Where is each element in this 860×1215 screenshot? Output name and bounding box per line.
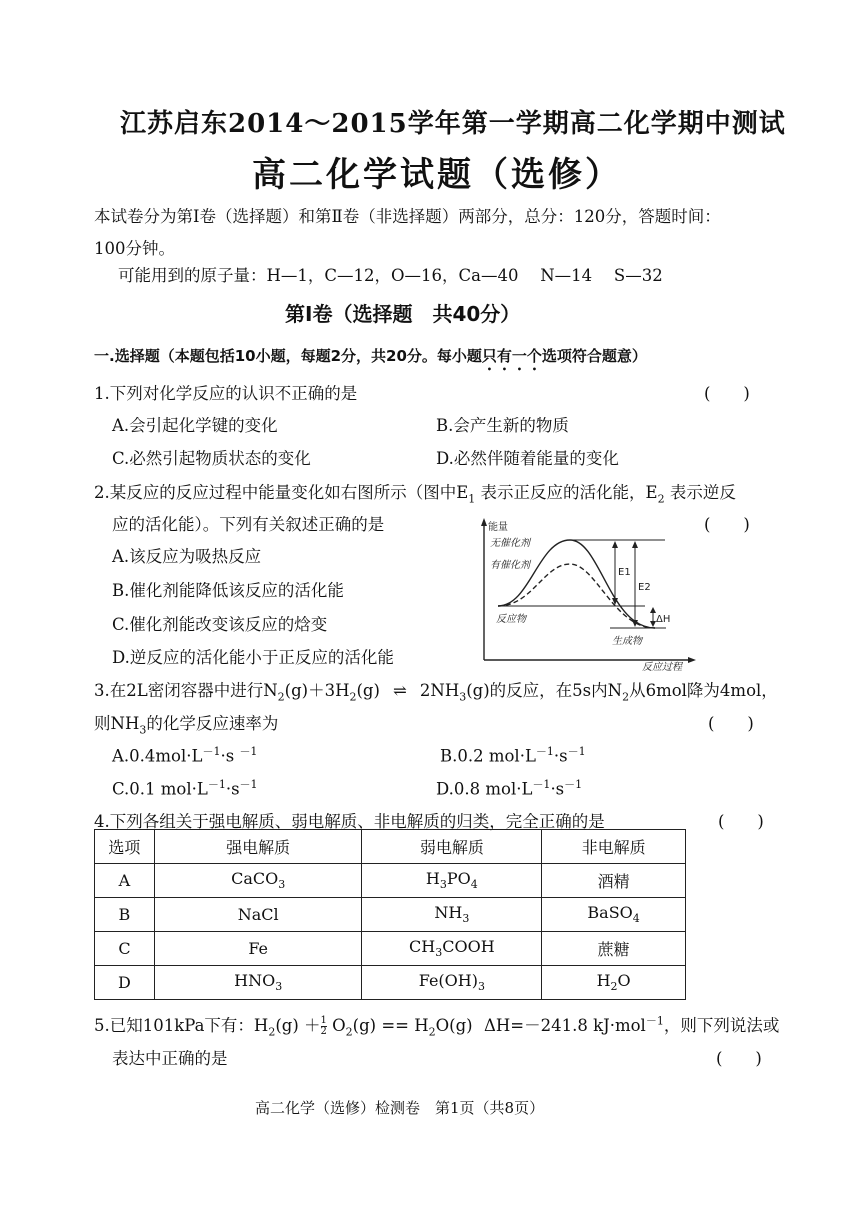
equilibrium-arrow-icon: ⇌ — [392, 681, 407, 700]
q3-sub: 2 — [277, 690, 285, 704]
q3-sup: －1 — [207, 778, 226, 791]
q4-stem: 4.下列各组关于强电解质、弱电解质、非电解质的归类，完全正确的是 — [94, 812, 605, 831]
q3-stem2-b: 的化学反应速率为 — [146, 714, 279, 733]
formula-sub: 3 — [275, 980, 283, 994]
q3-stem2-a: 则NH — [94, 714, 140, 733]
q3-sup: －1 — [239, 778, 258, 791]
table-header-cell: 弱电解质 — [362, 830, 542, 864]
diagram-label-with-catalyst: 有催化剂 — [490, 560, 530, 571]
q5-sub: 2 — [345, 1025, 353, 1039]
q2-stem-line-2: 应的活化能）。下列有关叙述正确的是 — [112, 515, 385, 534]
q3-sub: 2 — [349, 690, 357, 704]
diagram-y-label: 能量 — [488, 522, 508, 533]
exam-subtitle: 高二化学试题（选修） — [252, 155, 622, 195]
q5-answer-blank[interactable]: ( ) — [716, 1049, 762, 1068]
q5-stem-b: (g) ＋ — [275, 1016, 321, 1035]
q5-stem-c: O — [326, 1016, 346, 1035]
q3-sub: 3 — [459, 690, 467, 704]
fraction-numerator: 1 — [320, 1015, 327, 1026]
q3-stem-f: 从6mol降为4mol， — [629, 681, 778, 700]
q3-stem-d: 2NH — [419, 681, 460, 700]
q2-option-d: D.逆反应的活化能小于正反应的活化能 — [112, 648, 394, 667]
q3-unit: ·s — [220, 746, 235, 766]
q5-stem-e: O(g) — [435, 1016, 473, 1035]
q5-sub: 2 — [428, 1025, 436, 1039]
q3-stem-c: (g) — [356, 681, 380, 700]
formula-sub: 3 — [439, 878, 447, 892]
formula-sub: 3 — [462, 912, 470, 926]
intro-line-2: 100分钟。 — [94, 239, 175, 258]
q5-stem-line-1 — [94, 1012, 473, 1038]
q5-dh-a: ΔH=－241.8 kJ·mol — [484, 1016, 646, 1035]
table-header-cell: 强电解质 — [154, 830, 362, 864]
formula-part: PO — [446, 869, 471, 889]
table-row — [95, 966, 686, 1000]
diagram-label-reactant: 反应物 — [496, 614, 526, 625]
diagram-label-e1: E1 — [618, 567, 631, 578]
q3-stem-line-1 — [94, 677, 778, 703]
diagram-label-product: 生成物 — [612, 636, 642, 647]
formula-part: BaSO — [587, 903, 633, 923]
table-cell — [362, 898, 542, 932]
q5-stem-a: 5.已知101kPa下有：H — [94, 1016, 269, 1035]
q3-answer-blank[interactable]: ( ) — [708, 714, 754, 733]
q2-sub-2: 2 — [657, 492, 665, 506]
table-cell: C — [95, 932, 155, 966]
formula-sub: 4 — [632, 912, 640, 926]
formula-part: H — [425, 869, 440, 889]
formula-part: CaCO — [231, 869, 279, 889]
q3-stem-line-2 — [94, 710, 278, 736]
diagram-label-e2: E2 — [638, 582, 651, 593]
formula-sub: 2 — [610, 980, 618, 994]
q3-b-text: B.0.2 mol·L — [440, 746, 536, 766]
q3-c-text: C.0.1 mol·L — [112, 779, 208, 799]
q3-unit: ·s — [550, 779, 565, 799]
q2-option-c: C.催化剂能改变该反应的焓变 — [112, 615, 328, 634]
table-row — [95, 898, 686, 932]
q2-answer-blank[interactable]: ( ) — [704, 515, 750, 534]
q1-stem: 1.下列对化学反应的认识不正确的是 — [94, 384, 358, 403]
formula-sub: 4 — [470, 878, 478, 892]
intro-line-1: 本试卷分为第Ⅰ卷（选择题）和第Ⅱ卷（非选择题）两部分，总分：120分，答题时间： — [94, 207, 721, 226]
table-cell — [154, 966, 362, 1000]
q5-dh-b: ，则下列说法或 — [663, 1016, 780, 1035]
q3-d-text: D.0.8 mol·L — [436, 779, 533, 799]
formula-sub: 3 — [435, 946, 443, 960]
atomic-masses: 可能用到的原子量：H—1，C—12，O—16，Ca—40 N—14 S—32 — [118, 266, 663, 285]
q3-sub: 2 — [622, 690, 630, 704]
q5-sub: 2 — [268, 1025, 276, 1039]
diagram-label-no-catalyst: 无催化剂 — [490, 538, 530, 549]
energy-diagram — [470, 510, 700, 672]
q3-sup: －1 — [202, 745, 221, 758]
q1-option-d: D.必然伴随着能量的变化 — [436, 449, 619, 468]
q2-stem-c: 表示逆反 — [664, 483, 736, 502]
page-footer: 高二化学（选修）检测卷 第1页（共8页） — [255, 1099, 545, 1117]
q5-dh-sup: －1 — [645, 1014, 664, 1028]
formula-part: O — [617, 971, 631, 991]
table-row — [95, 864, 686, 898]
formula-part: NH — [434, 903, 463, 923]
table-cell — [362, 864, 542, 898]
q3-stem-a: 3.在2L密闭容器中进行N — [94, 681, 278, 700]
q1-option-c: C.必然引起物质状态的变化 — [112, 449, 311, 468]
q3-option-a — [112, 743, 257, 766]
q2-option-a: A.该反应为吸热反应 — [112, 547, 262, 566]
q3-sub: 3 — [139, 723, 147, 737]
q3-option-b — [440, 743, 586, 766]
table-cell: 蔗糖 — [542, 932, 686, 966]
q2-stem-a: 2.某反应的反应过程中能量变化如右图所示（图中E — [94, 483, 469, 502]
q4-answer-blank[interactable]: ( ) — [718, 812, 764, 831]
q2-stem-line-1 — [94, 479, 736, 505]
table-cell — [362, 932, 542, 966]
formula-part: COOH — [442, 937, 495, 957]
q3-stem-e: (g)的反应，在5s内N — [466, 681, 623, 700]
formula-sub: 3 — [278, 878, 286, 892]
q2-sub-1: 1 — [468, 492, 476, 506]
q3-option-c — [112, 776, 258, 799]
formula-part: CH — [409, 937, 436, 957]
table-cell: 酒精 — [542, 864, 686, 898]
q1-answer-blank[interactable]: ( ) — [704, 384, 750, 403]
table-cell: A — [95, 864, 155, 898]
table-header-cell: 非电解质 — [542, 830, 686, 864]
formula-part: HNO — [234, 971, 276, 991]
q3-sup: －1 — [535, 745, 554, 758]
table-row — [95, 932, 686, 966]
q2-option-b: B.催化剂能降低该反应的活化能 — [112, 581, 344, 600]
q5-stem-d: (g) == H — [352, 1016, 429, 1035]
section-instructions — [94, 345, 647, 374]
q1-option-a: A.会引起化学键的变化 — [112, 416, 278, 435]
q3-sup: －1 — [564, 778, 583, 791]
q3-option-d — [436, 776, 582, 799]
q3-sup: －1 — [567, 745, 586, 758]
table-cell: Fe — [154, 932, 362, 966]
table-cell: NaCl — [154, 898, 362, 932]
q3-unit: ·s — [225, 779, 240, 799]
table-cell — [542, 966, 686, 1000]
table-header-row — [95, 830, 686, 864]
q5-enthalpy — [484, 1012, 779, 1036]
electrolyte-table — [94, 829, 686, 1000]
diagram-label-dh: ΔH — [656, 614, 671, 625]
q3-sup: －1 — [239, 745, 258, 758]
table-cell — [542, 898, 686, 932]
q3-a-text: A.0.4mol·L — [112, 746, 203, 766]
formula-part: H — [596, 971, 611, 991]
instr-emphasis: 只有一个 — [481, 347, 542, 365]
q2-stem-b: 表示正反应的活化能，E — [475, 483, 658, 502]
q3-stem-b: (g)＋3H — [284, 681, 350, 700]
formula-part: Fe(OH) — [418, 971, 478, 991]
q5-stem-line-2: 表达中正确的是 — [112, 1049, 228, 1068]
table-cell — [154, 864, 362, 898]
q3-unit: ·s — [553, 746, 568, 766]
diagram-x-label: 反应过程 — [642, 662, 682, 672]
exam-title: 江苏启东2014～2015学年第一学期高二化学期中测试 — [120, 109, 786, 139]
q3-sup: －1 — [532, 778, 551, 791]
table-cell — [362, 966, 542, 1000]
fraction-denominator: 2 — [320, 1026, 327, 1037]
instr-part-b: 选项符合题意） — [541, 347, 647, 365]
formula-sub: 3 — [477, 980, 485, 994]
section-title: 第Ⅰ卷（选择题 共40分） — [285, 302, 521, 326]
table-header-cell: 选项 — [95, 830, 155, 864]
q1-option-b: B.会产生新的物质 — [436, 416, 569, 435]
table-cell: B — [95, 898, 155, 932]
table-cell: D — [95, 966, 155, 1000]
instr-part-a: 一.选择题（本题包括10小题，每题2分，共20分。每小题 — [94, 347, 482, 365]
